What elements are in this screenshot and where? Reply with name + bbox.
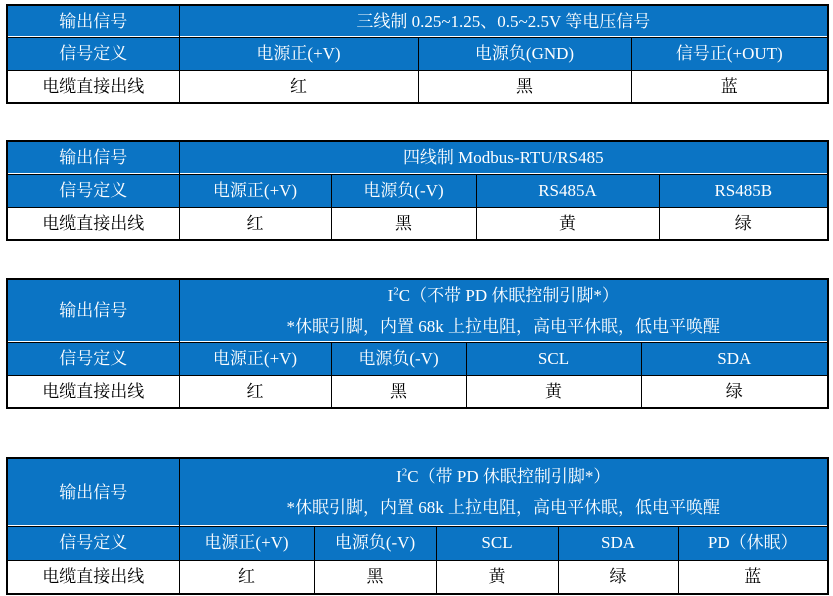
signal-def-cell: RS485A: [476, 174, 659, 207]
wire-color-cell: 黑: [331, 207, 476, 240]
wire-color-cell: 黄: [476, 207, 659, 240]
output-signal-label: 输出信号: [7, 458, 179, 526]
i2c-note-line: *休眠引脚，内置 68k 上拉电阻，高电平休眠，低电平唤醒: [286, 498, 720, 518]
signal-def-cell: 电源负(-V): [331, 174, 476, 207]
signal-def-cell: SCL: [466, 343, 641, 376]
wire-color-cell: 蓝: [678, 560, 828, 594]
output-signal-label: 输出信号: [7, 5, 179, 37]
i2c-title-line: $I^2C$（带 PD 休眠控制引脚*）: [396, 466, 611, 487]
cable-label: 电缆直接出线: [7, 70, 179, 103]
cable-label: 电缆直接出线: [7, 376, 179, 408]
output-signal-value: [179, 279, 828, 343]
output-signal-label: 输出信号: [7, 279, 179, 343]
signal-def-cell: 电源负(-V): [314, 526, 436, 560]
wire-color-cell: 红: [179, 207, 331, 240]
wire-color-cell: 黄: [436, 560, 558, 594]
wire-color-cell: 黑: [418, 70, 631, 103]
output-signal-value: 三线制 0.25~1.25、0.5~2.5V 等电压信号: [179, 5, 828, 37]
output-signal-label: 输出信号: [7, 141, 179, 174]
signal-def-cell: 电源负(GND): [418, 37, 631, 70]
wire-color-cell: 绿: [558, 560, 678, 594]
signal-def-label: 信号定义: [7, 174, 179, 207]
wire-color-cell: 红: [179, 376, 331, 408]
signal-def-cell: SDA: [558, 526, 678, 560]
table-i2c-with-pd: [6, 457, 829, 595]
signal-def-cell: 信号正(+OUT): [631, 37, 828, 70]
wire-color-cell: 红: [179, 70, 418, 103]
cable-label: 电缆直接出线: [7, 560, 179, 594]
signal-def-cell: SDA: [641, 343, 828, 376]
superscript-2: 2: [401, 466, 408, 479]
i2c-title-line: $I^2C$（不带 PD 休眠控制引脚*）: [387, 285, 619, 305]
signal-def-label: 信号定义: [7, 343, 179, 376]
output-signal-value: [179, 458, 828, 526]
signal-def-cell: PD（休眠）: [678, 526, 828, 560]
output-signal-value: 四线制 Modbus-RTU/RS485: [179, 141, 828, 174]
signal-def-cell: 电源正(+V): [179, 343, 331, 376]
signal-def-label: 信号定义: [7, 37, 179, 70]
wire-color-cell: 黑: [331, 376, 466, 408]
wire-color-cell: 绿: [641, 376, 828, 408]
table-voltage-signal: [6, 4, 829, 104]
signal-def-cell: 电源正(+V): [179, 526, 314, 560]
wire-color-cell: 红: [179, 560, 314, 594]
i2c-note-line: *休眠引脚，内置 68k 上拉电阻，高电平休眠，低电平唤醒: [286, 317, 720, 336]
signal-def-cell: 电源正(+V): [179, 37, 418, 70]
table-modbus-rs485: [6, 140, 829, 241]
superscript-2: 2: [393, 285, 399, 298]
signal-def-label: 信号定义: [7, 526, 179, 560]
wire-color-cell: 绿: [659, 207, 828, 240]
signal-def-cell: RS485B: [659, 174, 828, 207]
signal-def-cell: 电源正(+V): [179, 174, 331, 207]
wire-color-cell: 黄: [466, 376, 641, 408]
cable-label: 电缆直接出线: [7, 207, 179, 240]
wire-color-cell: 黑: [314, 560, 436, 594]
table-i2c-without-pd: [6, 278, 829, 409]
signal-def-cell: 电源负(-V): [331, 343, 466, 376]
signal-def-cell: SCL: [436, 526, 558, 560]
wire-color-cell: 蓝: [631, 70, 828, 103]
